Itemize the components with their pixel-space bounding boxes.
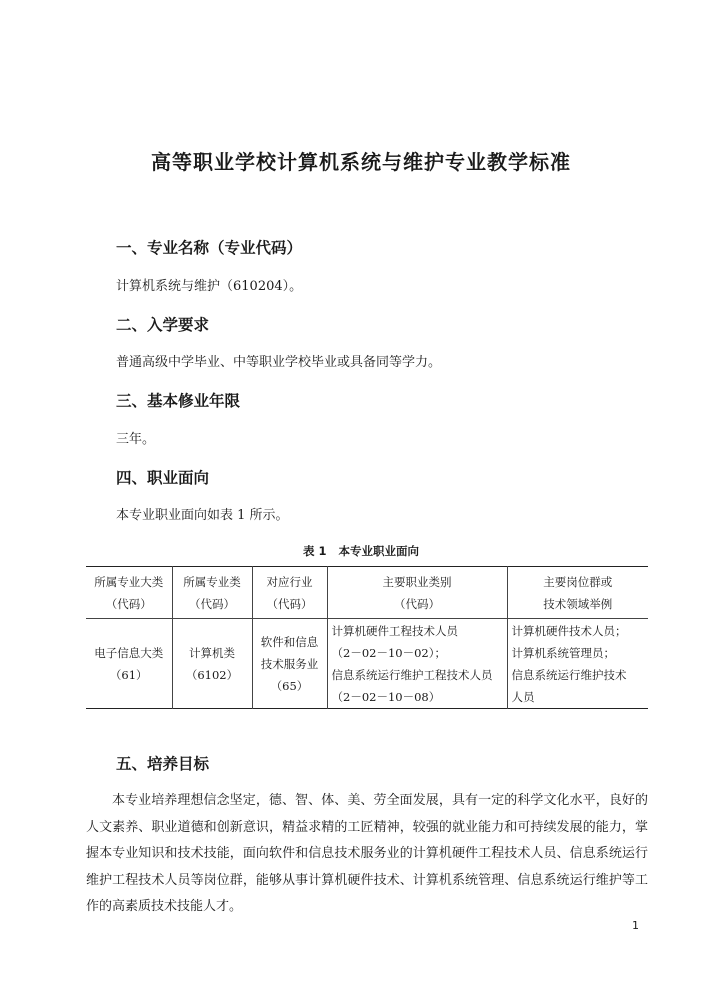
- section-text-admission: 普通高级中学毕业、中等职业学校毕业或具备同等学力。: [116, 355, 442, 370]
- page-number: 1: [632, 919, 639, 932]
- header-positions: 主要岗位群或 技术领域举例: [507, 567, 648, 619]
- header-industry: 对应行业 （代码）: [252, 567, 327, 619]
- table-caption: [0, 543, 722, 559]
- header-occupation: 主要职业类别 （代码）: [327, 567, 507, 619]
- cell-positions: 计算机硬件技术人员； 计算机系统管理员； 信息系统运行维护技术 人员: [511, 623, 627, 704]
- cell-occupations: 计算机硬件工程技术人员 （2－02－10－02）； 信息系统运行维护工程技术人员 （2－02－10－08）: [327, 619, 507, 709]
- section-text-career: 本专业职业面向如表 1 所示。: [116, 508, 289, 523]
- section-text-duration: 三年。: [116, 432, 156, 447]
- table-row: [86, 619, 648, 709]
- cell-category: 电子信息大类 （61）: [86, 619, 172, 709]
- table-caption-number: 表 1: [302, 544, 327, 558]
- document-title: 高等职业学校计算机系统与维护专业教学标准: [151, 150, 571, 174]
- header-subcategory: 所属专业类 （代码）: [172, 567, 252, 619]
- cell-subcategory: 计算机类 （6102）: [172, 619, 252, 709]
- section-text-major-name: 计算机系统与维护（610204）。: [116, 279, 303, 294]
- section-heading-career: 四、职业面向: [116, 468, 210, 487]
- section-heading-goals: 五、培养目标: [116, 754, 210, 773]
- section-text-goals: 本专业培养理想信念坚定，德、智、体、美、劳全面发展，具有一定的科学文化水平，良好的人文素养、职业道德和创新意识，精益求精的工匠精神，较强的就业能力和可持续发展的能力，掌握本专业知识和技术技能，面向软件和信息技术服务业的计算机硬件工程技术人员、信息系统运行维护工程技术人员等岗位群，能够从事计算机硬件技术、计算机系统管理、信息系统运行维护等工作的高素质技术技能人才。: [86, 793, 648, 914]
- section-heading-admission: 二、入学要求: [116, 315, 210, 334]
- section-heading-duration: 三、基本修业年限: [116, 391, 241, 410]
- section-heading-major-name: 一、专业名称（专业代码）: [116, 238, 303, 257]
- table-header-row: [86, 567, 648, 619]
- career-orientation-table: [86, 566, 648, 709]
- table-caption-title: 本专业职业面向: [338, 544, 419, 558]
- header-category: 所属专业大类 （代码）: [86, 567, 172, 619]
- cell-industry: 软件和信息 技术服务业 （65）: [252, 619, 327, 709]
